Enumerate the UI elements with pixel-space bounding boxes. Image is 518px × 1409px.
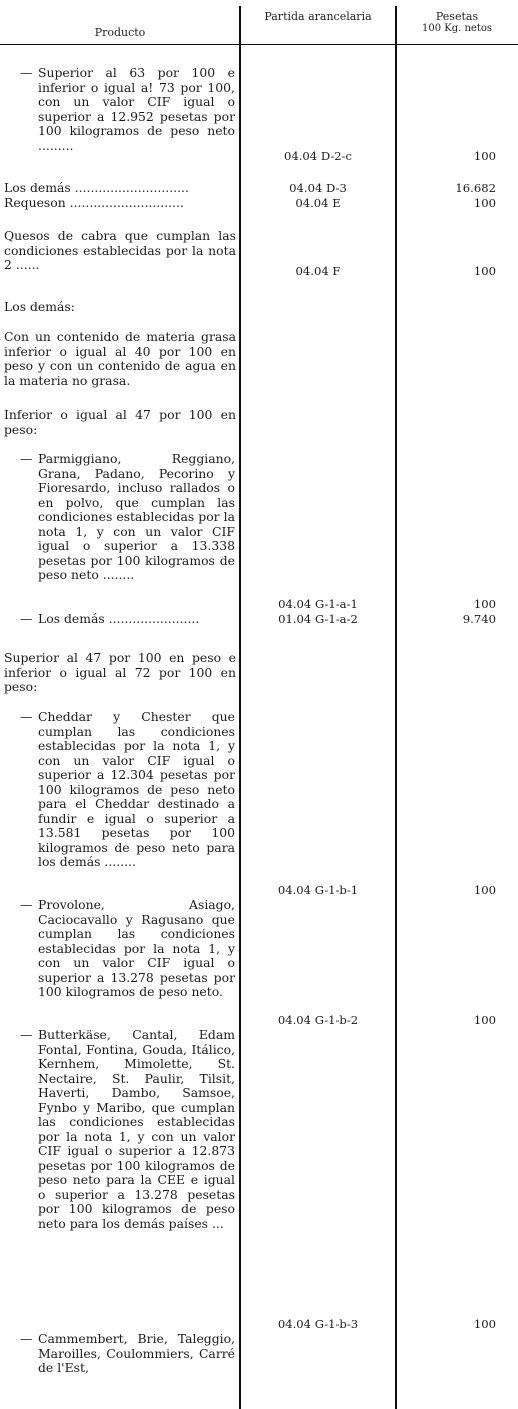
- header-pesetas: [396, 11, 518, 34]
- product-text: Parmiggiano, Reggiano, Grana, Padano, Pecorino y Fioresardo, incluso rallados o en polvo, que cumplan las condiciones establecidas por la nota 1, y con un valor CIF igual o superior a 13.338 pesetas por 100 kilogramos de peso neto ........: [38, 451, 235, 582]
- dash-marker: —: [20, 1027, 33, 1042]
- header-pesetas-line1: Pesetas: [435, 10, 479, 23]
- partida-code: 04.04 G-1-b-2: [277, 1013, 359, 1027]
- pesetas-value: 100: [473, 883, 496, 897]
- header-partida: Partida arancelaria: [264, 10, 372, 23]
- partida-code: 04.04 E: [295, 196, 341, 210]
- product-text: Inferior o igual al 47 por 100 en peso:: [4, 407, 236, 437]
- product-text: Provolone, Asiago, Caciocavallo y Ragusano que cumplan las condiciones establecidas por la nota 1, y con un valor CIF igual o superior a 13.278 pesetas por 100 kilogramos de peso neto.: [38, 897, 235, 999]
- product-text: Cheddar y Chester que cumplan las condiciones establecidas por la nota 1, y con un valor CIF igual o superior a 12.304 pesetas por 100 kilogramos de peso neto para el Cheddar destinado a fundir e igual o superior a 13.581 pesetas por 100 kilogramos de peso neto para los demás ........: [38, 709, 235, 869]
- pesetas-value: 100: [473, 597, 496, 611]
- product-text: Superior al 47 por 100 en peso e inferior o igual al 72 por 100 en peso:: [4, 650, 236, 694]
- partida-code: 04.04 G-1-b-3: [277, 1317, 359, 1331]
- pesetas-value: 16.682: [455, 181, 496, 195]
- product-text: Con un contenido de materia grasa inferior o igual al 40 por 100 en peso y con un contenido de agua en la materia no grasa.: [4, 329, 236, 388]
- dash-marker: —: [20, 709, 33, 724]
- product-text: Superior al 63 por 100 e inferior o igual a! 73 por 100, con un valor CIF igual o superior a 12.952 pesetas por 100 kilogramos de peso neto .........: [38, 65, 235, 153]
- partida-code: 04.04 F: [295, 264, 341, 278]
- dash-marker: —: [20, 897, 33, 912]
- pesetas-value: 100: [473, 149, 496, 163]
- dash-marker: —: [20, 1331, 33, 1346]
- partida-code: 04.04 D-3: [289, 181, 347, 195]
- product-text: Cammembert, Brie, Taleggio, Maroilles, Coulommiers, Carré de l'Est,: [38, 1331, 235, 1375]
- product-text: Butterkäse, Cantal, Edam Fontal, Fontina, Gouda, Itálico, Kernhem, Mimolette, St. Nectaire, St. Paulir, Tilsit, Haverti, Dambo, Samsoe, Fynbo y Maribo, que cumplan las condiciones establecidas por la nota 1, y con un valor CIF igual o superior a 12.873 pesetas por 100 kilogramos de peso neto para la CEE e igual o superior a 13.278 pesetas por 100 kilogramos de peso neto para los demás países ...: [38, 1027, 235, 1231]
- product-text: Los demás .............................: [4, 180, 189, 195]
- header-rule: [0, 44, 518, 45]
- product-text: Quesos de cabra que cumplan las condiciones establecidas por la nota 2 ......: [4, 228, 236, 272]
- header-producto: Producto: [94, 26, 146, 39]
- pesetas-value: 100: [473, 196, 496, 210]
- pesetas-value: 100: [473, 1317, 496, 1331]
- pesetas-value: 100: [473, 1013, 496, 1027]
- product-text: Los demás:: [4, 299, 75, 314]
- partida-code: 01.04 G-1-a-2: [278, 612, 358, 626]
- header-pesetas-line2: 100 Kg. netos: [421, 23, 493, 34]
- product-text: Requeson .............................: [4, 195, 184, 210]
- partida-code: 04.04 D-2-c: [283, 149, 353, 163]
- partida-code: 04.04 G-1-b-1: [277, 883, 359, 897]
- pesetas-value: 9.740: [462, 612, 496, 626]
- column-divider-1: [239, 6, 241, 1409]
- pesetas-value: 100: [473, 264, 496, 278]
- product-text: Los demás .......................: [38, 611, 200, 626]
- dash-marker: —: [20, 65, 33, 80]
- column-divider-2: [395, 6, 397, 1409]
- dash-marker: —: [20, 611, 33, 626]
- partida-code: 04.04 G-1-a-1: [278, 597, 358, 611]
- dash-marker: —: [20, 451, 33, 466]
